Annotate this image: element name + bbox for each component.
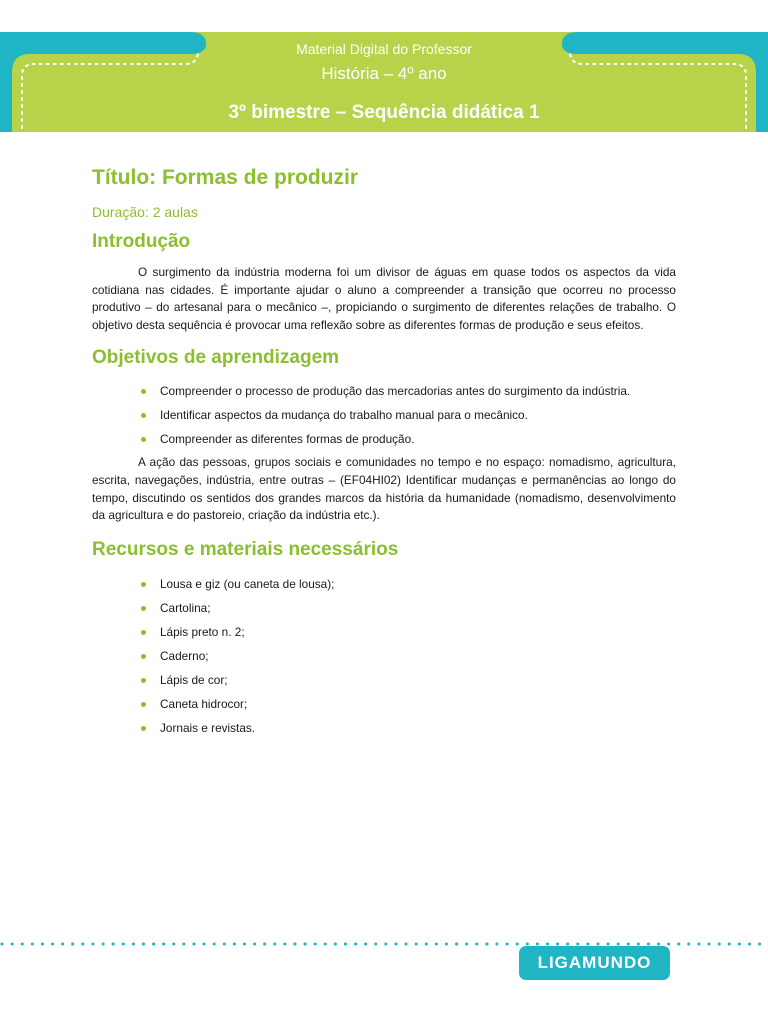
list-item: Lápis de cor; (92, 672, 676, 689)
bullet-icon (141, 654, 146, 659)
duration-label: Duração: 2 aulas (92, 204, 198, 220)
page-header (0, 32, 768, 132)
bullet-icon (141, 606, 146, 611)
objectives-list (92, 383, 676, 448)
intro-paragraph: O surgimento da indústria moderna foi um divisor de águas em quase todos os aspectos da vida cotidiana nas cidades. É importante ajudar o aluno a compreender a transição que ocorreu no processo produtivo – do artesanal para o mecânico –, propiciando o surgimento de diferentes relações de trabalho. O objetivo desta sequência é provocar uma reflexão sobre as diferentes formas de produção e seus efeitos. (92, 265, 676, 332)
list-item: Compreender as diferentes formas de produção. (92, 431, 676, 448)
bullet-icon (141, 726, 146, 731)
list-item: Lousa e giz (ou caneta de lousa); (92, 576, 676, 593)
bullet-icon (141, 389, 146, 394)
header-subtitle: Material Digital do Professor (296, 41, 472, 57)
resources-heading: Recursos e materiais necessários (92, 538, 399, 560)
page-title: Título: Formas de produzir (92, 166, 358, 189)
header-sequence-title: 3º bimestre – Sequência didática 1 (228, 102, 540, 123)
objectives-heading: Objetivos de aprendizagem (92, 347, 340, 369)
list-item: Cartolina; (92, 600, 676, 617)
list-item: Identificar aspectos da mudança do trabalho manual para o mecânico. (92, 407, 676, 424)
bullet-icon (141, 437, 146, 442)
bullet-icon (141, 702, 146, 707)
document-body (92, 166, 676, 737)
bncc-paragraph: A ação das pessoas, grupos sociais e comunidades no tempo e no espaço: nomadismo, agricultura, escrita, navegações, indústria, entre outras – (EF04HI02) Identificar mudanças e permanências ao longo do tempo, discutindo os sentidos dos grandes marcos da história da humanidade (nomadismo, desenvolvimento da agricultura e do pastoreio, criação da indústria etc.). (92, 455, 676, 523)
list-item: Lápis preto n. 2; (92, 624, 676, 641)
list-item: Caderno; (92, 648, 676, 665)
bullet-icon (141, 678, 146, 683)
intro-heading: Introdução (92, 231, 191, 252)
list-item: Jornais e revistas. (92, 720, 676, 737)
list-item: Caneta hidrocor; (92, 696, 676, 713)
bullet-icon (141, 582, 146, 587)
bullet-icon (141, 630, 146, 635)
resources-list (92, 576, 676, 737)
header-subject: História – 4º ano (321, 64, 447, 83)
ligamundo-logo: LIGAMUNDO (519, 946, 670, 980)
list-item: Compreender o processo de produção das mercadorias antes do surgimento da indústria. (92, 383, 676, 400)
bullet-icon (141, 413, 146, 418)
